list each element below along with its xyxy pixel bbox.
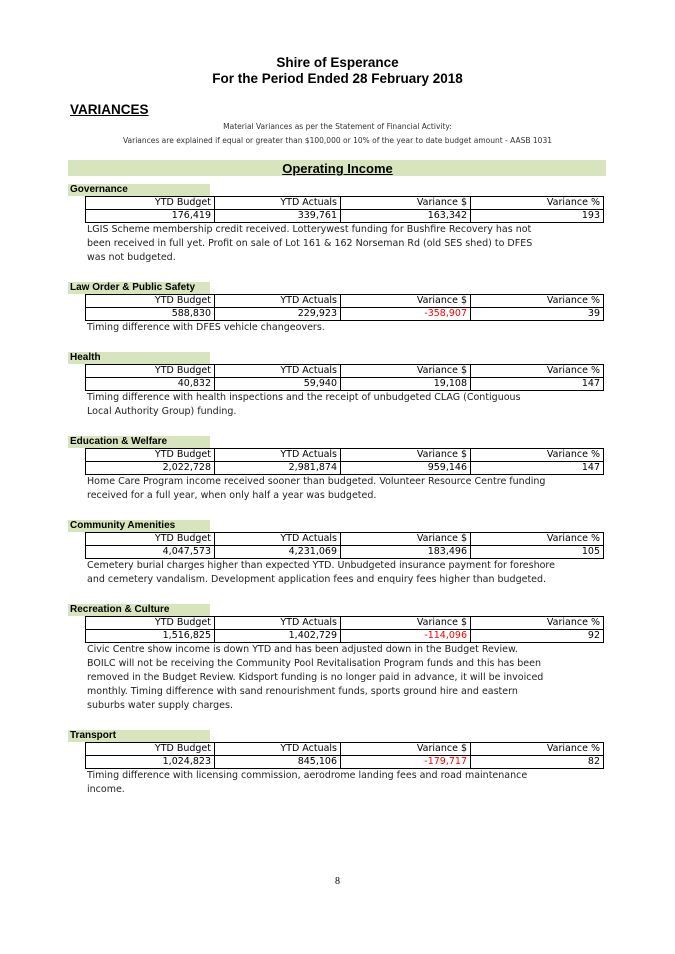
table-header-row [86,533,604,546]
column-header: Variance % [471,533,604,546]
variance-note: Timing difference with DFES vehicle changeovers. [87,322,325,333]
section-heading: Education & Welfare [68,436,210,448]
table-header-row [86,743,604,756]
variance-note: Timing difference with licensing commission, aerodrome landing fees and road maintenance income. [87,770,528,795]
variance-table [85,742,604,769]
column-header: Variance % [471,197,604,210]
table-row [86,630,604,643]
table-header-row [86,617,604,630]
cell-percent: 147 [471,378,604,391]
section-heading: Health [68,352,210,364]
cell-percent: 193 [471,210,604,223]
table-header-row [86,365,604,378]
variance-note: Home Care Program income received sooner than budgeted. Volunteer Resource Centre funding received for a full year, when only half a year was budgeted. [87,476,546,501]
table-row [86,546,604,559]
table-row [86,308,604,321]
cell-budget: 1,024,823 [86,756,215,769]
section-governance [68,177,608,265]
section-heading: Transport [68,730,210,742]
cell-variance: 959,146 [341,462,471,475]
section-law-order-public-safety [68,275,608,335]
cell-actuals: 1,402,729 [215,630,341,643]
variance-note: LGIS Scheme membership credit received. Lotterywest funding for Bushfire Recovery has not been received in full yet. Profit on sale of Lot 161 & 162 Norseman Rd (old SES shed) to DFES was not budgeted. [87,224,533,263]
cell-budget: 176,419 [86,210,215,223]
column-header: YTD Budget [86,197,215,210]
column-header: YTD Actuals [215,295,341,308]
column-header: YTD Budget [86,617,215,630]
cell-budget: 588,830 [86,308,215,321]
column-header: Variance % [471,617,604,630]
column-header: Variance $ [341,617,471,630]
column-header: YTD Actuals [215,743,341,756]
variance-table [85,616,604,643]
variance-table [85,364,604,391]
cell-budget: 40,832 [86,378,215,391]
table-row [86,210,604,223]
column-header: Variance % [471,295,604,308]
page-number: 8 [335,876,340,887]
section-recreation-culture [68,597,608,713]
column-header: Variance $ [341,365,471,378]
cell-variance: -114,096 [341,630,471,643]
section-health [68,345,608,419]
period-title: For the Period Ended 28 February 2018 [212,71,463,86]
variance-note: Cemetery burial charges higher than expected YTD. Unbudgeted insurance payment for foreshore and cemetery vandalism. Development application fees and enquiry fees higher than budgeted. [87,560,555,585]
variance-table [85,448,604,475]
section-transport [68,723,608,797]
table-header-row [86,197,604,210]
section-heading: Law Order & Public Safety [68,282,210,294]
cell-percent: 105 [471,546,604,559]
column-header: Variance % [471,743,604,756]
cell-variance: 19,108 [341,378,471,391]
cell-budget: 4,047,573 [86,546,215,559]
table-header-row [86,295,604,308]
cell-budget: 1,516,825 [86,630,215,643]
cell-actuals: 845,106 [215,756,341,769]
operating-income-title: Operating Income [282,161,393,176]
column-header: Variance $ [341,743,471,756]
cell-actuals: 59,940 [215,378,341,391]
section-heading: Community Amenities [68,520,210,532]
table-header-row [86,449,604,462]
cell-variance: 163,342 [341,210,471,223]
variance-table [85,532,604,559]
variances-subtitle-1: Material Variances as per the Statement of Financial Activity: [223,122,452,131]
cell-percent: 82 [471,756,604,769]
operating-income-bar [68,160,606,176]
table-row [86,462,604,475]
column-header: YTD Actuals [215,197,341,210]
column-header: Variance % [471,449,604,462]
table-row [86,378,604,391]
variances-subtitle-2: Variances are explained if equal or greater than $100,000 or 10% of the year to date budget amount - AASB 1031 [122,136,552,145]
cell-variance: 183,496 [341,546,471,559]
column-header: Variance $ [341,449,471,462]
section-heading: Recreation & Culture [68,604,210,616]
cell-budget: 2,022,728 [86,462,215,475]
cell-variance: -179,717 [341,756,471,769]
variance-note: Civic Centre show income is down YTD and has been adjusted down in the Budget Review. BOILC will not be receiving the Community Pool Revitalisation Program funds and this has been removed in the Budget Review. Kidsport funding is no longer paid in advance, it will be invoiced monthly. Timing difference with sand renourishment funds, sports ground hire and eastern suburbs water supply charges. [87,644,544,711]
column-header: YTD Actuals [215,533,341,546]
cell-variance: -358,907 [341,308,471,321]
variance-table [85,196,604,223]
cell-actuals: 229,923 [215,308,341,321]
column-header: YTD Budget [86,743,215,756]
column-header: Variance $ [341,197,471,210]
column-header: Variance $ [341,533,471,546]
column-header: Variance $ [341,295,471,308]
column-header: YTD Budget [86,365,215,378]
column-header: YTD Budget [86,533,215,546]
column-header: Variance % [471,365,604,378]
cell-actuals: 339,761 [215,210,341,223]
table-row [86,756,604,769]
org-title: Shire of Esperance [276,55,399,70]
variances-heading: VARIANCES [70,102,149,117]
cell-percent: 92 [471,630,604,643]
section-community-amenities [68,513,608,587]
cell-percent: 147 [471,462,604,475]
variance-note: Timing difference with health inspections and the receipt of unbudgeted CLAG (Contiguous Local Authority Group) funding. [87,392,521,417]
cell-actuals: 4,231,069 [215,546,341,559]
cell-percent: 39 [471,308,604,321]
column-header: YTD Budget [86,449,215,462]
column-header: YTD Actuals [215,365,341,378]
cell-actuals: 2,981,874 [215,462,341,475]
column-header: YTD Actuals [215,449,341,462]
section-heading: Governance [68,184,210,196]
variance-table [85,294,604,321]
column-header: YTD Budget [86,295,215,308]
section-education-welfare [68,429,608,503]
column-header: YTD Actuals [215,617,341,630]
